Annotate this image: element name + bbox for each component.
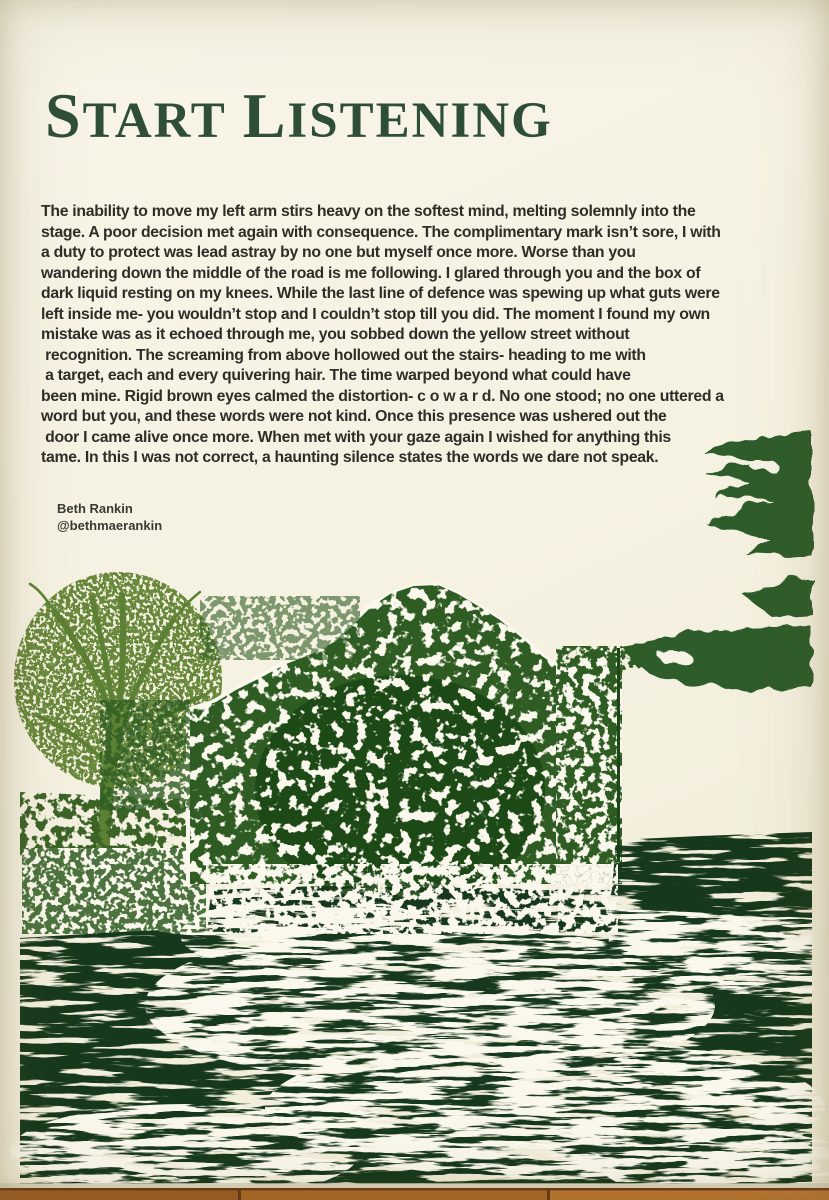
author-handle: @bethmaerankin xyxy=(57,518,163,533)
ruin-right-edge xyxy=(617,648,620,862)
wood-top-line xyxy=(0,1188,829,1191)
title-rest-start: TART xyxy=(82,93,227,149)
poem-line: tame. In this I was not correct, a haunting silence states the words we dare not speak. xyxy=(41,449,659,466)
poem-line: recognition. The screaming from above hollowed out the stairs- heading to me with xyxy=(41,346,646,364)
title-rest-listening: ISTENING xyxy=(287,93,553,149)
author-name: Beth Rankin xyxy=(57,501,133,516)
poem-line: been mine. Rigid brown eyes calmed the distortion- c o w a r d. No one stood; no one uttered a xyxy=(41,387,724,405)
title-initial-s: S xyxy=(45,80,83,151)
ruin-top-scatter xyxy=(200,596,360,660)
table-edge xyxy=(0,1183,829,1200)
ruin-left-debris xyxy=(100,700,190,810)
poem-line: stage. A poor decision met again with consequence. The complimentary mark isn’t sore, I with xyxy=(41,223,721,241)
grass-highlight xyxy=(180,897,440,973)
wood-seam xyxy=(238,1190,241,1200)
poem-line: word but you, and these words were not kind. Once this presence was ushered out the xyxy=(41,408,667,425)
title-word-listening xyxy=(242,80,553,151)
poster-edge-shadow xyxy=(0,1183,829,1188)
poem-line: a duty to protect was lead astray by no one but myself once more. Worse than you xyxy=(41,244,636,261)
title-initial-l: L xyxy=(242,80,288,151)
stone-wall-speckle xyxy=(22,848,206,934)
poem-line: a target, each and every quivering hair. The time warped beyond what could have xyxy=(41,367,631,384)
poster-title xyxy=(45,80,553,151)
poem-line: wandering down the middle of the road is me following. I glared through you and the box of xyxy=(41,264,701,282)
cloud-hole xyxy=(750,460,778,472)
poem-text xyxy=(41,202,816,469)
wood-strip-segment xyxy=(0,1190,238,1200)
poem-line: mistake was as it echoed through me, you sobbed down the yellow street without xyxy=(41,326,630,343)
poem-line: dark liquid resting on my knees. While the last line of defence was spewing up what guts were xyxy=(41,285,720,302)
wood-seam xyxy=(547,1190,550,1200)
cloud-band-hole xyxy=(660,651,692,665)
cloud-shape-band xyxy=(624,627,812,692)
title-word-start xyxy=(45,80,227,151)
castle-artwork xyxy=(0,430,829,1200)
cloud-shape-large xyxy=(702,431,812,556)
wood-strip-segment xyxy=(241,1190,547,1200)
wood-strip-segment xyxy=(550,1190,829,1200)
cloud-shape-small xyxy=(744,577,812,617)
poem-line: door I came alive once more. When met with your gaze again I wished for anything this xyxy=(41,428,671,446)
poem-line: left inside me- you wouldn’t stop and I couldn’t stop till you did. The moment I found my own xyxy=(41,305,710,323)
stone-wall-left xyxy=(22,848,206,934)
poem-line: The inability to move my left arm stirs heavy on the softest mind, melting solemnly into the xyxy=(41,203,696,220)
